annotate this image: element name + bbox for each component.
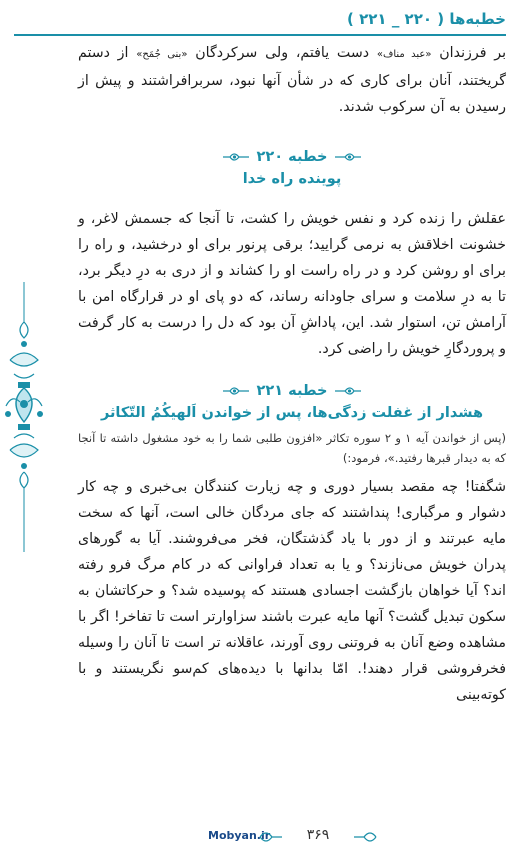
page-number: ۳۶۹ (306, 827, 330, 843)
paragraph-text: از دستم گریختند، آنان برای کاری که در شأن آنها نبود، سربرافراشتند و پیش از رسیدن به آن سرکوب شدند. (78, 45, 506, 115)
sermon-220-heading (78, 146, 506, 190)
sermon-221-title: خطبه ۲۲۱ (256, 383, 328, 399)
flourish-left-icon (221, 150, 251, 164)
site-watermark: Mobyan.ir (208, 829, 271, 842)
name-abd-manaf: «عبد مناف» (376, 49, 432, 60)
flourish-right-icon (333, 384, 363, 398)
margin-ornament-icon (4, 282, 44, 552)
flourish-left-icon (221, 384, 251, 398)
sermon-221-subtitle: هشدار از غفلت زدگی‌ها، پس از خواندن اَلهیکُمُ التّکاثر (100, 405, 484, 421)
sermon-221-heading (78, 380, 506, 424)
paragraph-sermon-219-end (78, 40, 506, 120)
flourish-right-icon (333, 150, 363, 164)
paragraph-text: بر فرزندان (431, 45, 507, 61)
paragraph-text: دست یافتم، ولی سرکردگان (187, 45, 377, 61)
sermon-220-title: خطبه ۲۲۰ (256, 149, 328, 165)
paragraph-sermon-220: عقلش را زنده کرد و نفس خویش را کشت، تا آنجا که جسمش لاغر، و خشونت اخلاقش به نرمی گرایید؛ برقی پرنور برای او درخشید، و راه را برای او روشن کرد و در راه راست او را کشاند و از دری به درِ دیگر برد، تا به درِ سلامت و سرای جاودانه رساند، که دو پای او در قرارگاه امن با آرامش تن، استوار شد. این، پاداشِ آن بود که دل را درست به کار گرفت و پروردگارِ خویش را راضی کرد. (78, 211, 506, 357)
page-header (14, 8, 506, 36)
sermon-221-intro: (پس از خواندن آیه ۱ و ۲ سوره تکاثر «افزون طلبی شما را به خود مشغول داشته تا آنجا که به دیدار قبرها رفتید.»، فرمود:) (78, 431, 506, 465)
header-title: خطبه‌ها ( ۲۲۰ _ ۲۲۱ ) (347, 10, 506, 28)
sermon-220-subtitle: پوینده راه خدا (242, 171, 342, 187)
page-body (78, 40, 506, 708)
name-bani-jumah: «بنی جُمَح» (136, 49, 188, 60)
paragraph-sermon-221: شگفتا! چه مقصد بسیار دوری و چه زیارت کنندگان بی‌خبری و چه کار دشوار و مرگباری! پنداشتند که جای مردگان خالی است، آنها که سخت مایه عبرتند و از دور با یاد گذشتگان، فخر می‌فروشند. آیا به گورهای پدران خویش می‌نازند؟ و یا به تعداد فراوانی که در کام مرگ فرو رفته اند؟ آیا خواهان بازگشت اجسادی هستند که پوسیده شد؟ و حرکاتشان به سکون تبدیل گشت؟ آنها مایه عبرت باشند سزاوارتر است تا تفاخر! اگر با مشاهده وضع آنان به فروتنی روی آورند، عاقلانه تر است تا آنان را وسیله فخرفروشی قرار دهند!. امّا بدانها با دیده‌های کم‌سو نگریستند و با کوته‌بینی (78, 479, 506, 703)
page-footer (0, 825, 520, 849)
header-divider (14, 34, 506, 36)
